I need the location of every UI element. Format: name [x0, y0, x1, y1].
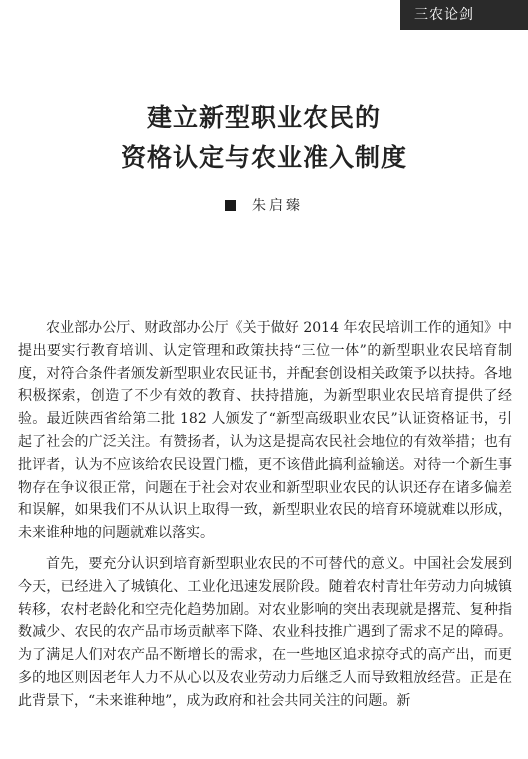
article-title: [0, 98, 528, 178]
title-line-2: 资格认定与农业准入制度: [120, 143, 407, 172]
paragraph-2: 首先，要充分认识到培育新型职业农民的不可替代的意义。中国社会发展到今天，已经进入了城镇化、工业化迅速发展阶段。随着农村青壮年劳动力向城镇转移，农村老龄化和空壳化趋势加剧。对农业影响的突出表现就是撂荒、复种指数减少、农民的农产品市场贡献率下降、农业科技推广遇到了需求不足的障碍。为了满足人们对农产品不断增长的需求，在一些地区追求掠夺式的高产出，而更多的地区则因老年人力不从心以及农业劳动力后继乏人而导致粗放经营。正是在此背景下，“未来谁种地”，成为政府和社会共同关注的问题。新: [18, 555, 512, 709]
column-tag: 三农论剑: [400, 0, 528, 30]
author-name: 朱启臻: [252, 198, 303, 214]
byline: [0, 196, 528, 216]
square-bullet-icon: [225, 200, 236, 211]
paragraph-1: 农业部办公厅、财政部办公厅《关于做好 2014 年农民培训工作的通知》中提出要实行教育培训、认定管理和政策扶持“三位一体”的新型职业农民培育制度，对符合条件者颁发新型职业农民证书，并配套创设相关政策予以扶持。各地积极探索，创造了不少有效的教育、扶持措施，为新型职业农民培育提供了经验。最近陕西省给第二批 182 人颁发了“新型高级职业农民”认证资格证书，引起了社会的广泛关注。有赞扬者，认为这是提高农民社会地位的有效举措；也有批评者，认为不应该给农民设置门槛，更不该借此搞利益输送。对待一个新生事物存在争议很正常，问题在于社会对农业和新型职业农民的认识还存在诸多偏差和误解，如果我们不从认识上取得一致，新型职业农民的培育环境就难以形成，未来谁种地的问题就难以落实。: [18, 320, 512, 542]
article-body: [18, 317, 512, 713]
title-line-1: 建立新型职业农民的: [146, 103, 381, 132]
